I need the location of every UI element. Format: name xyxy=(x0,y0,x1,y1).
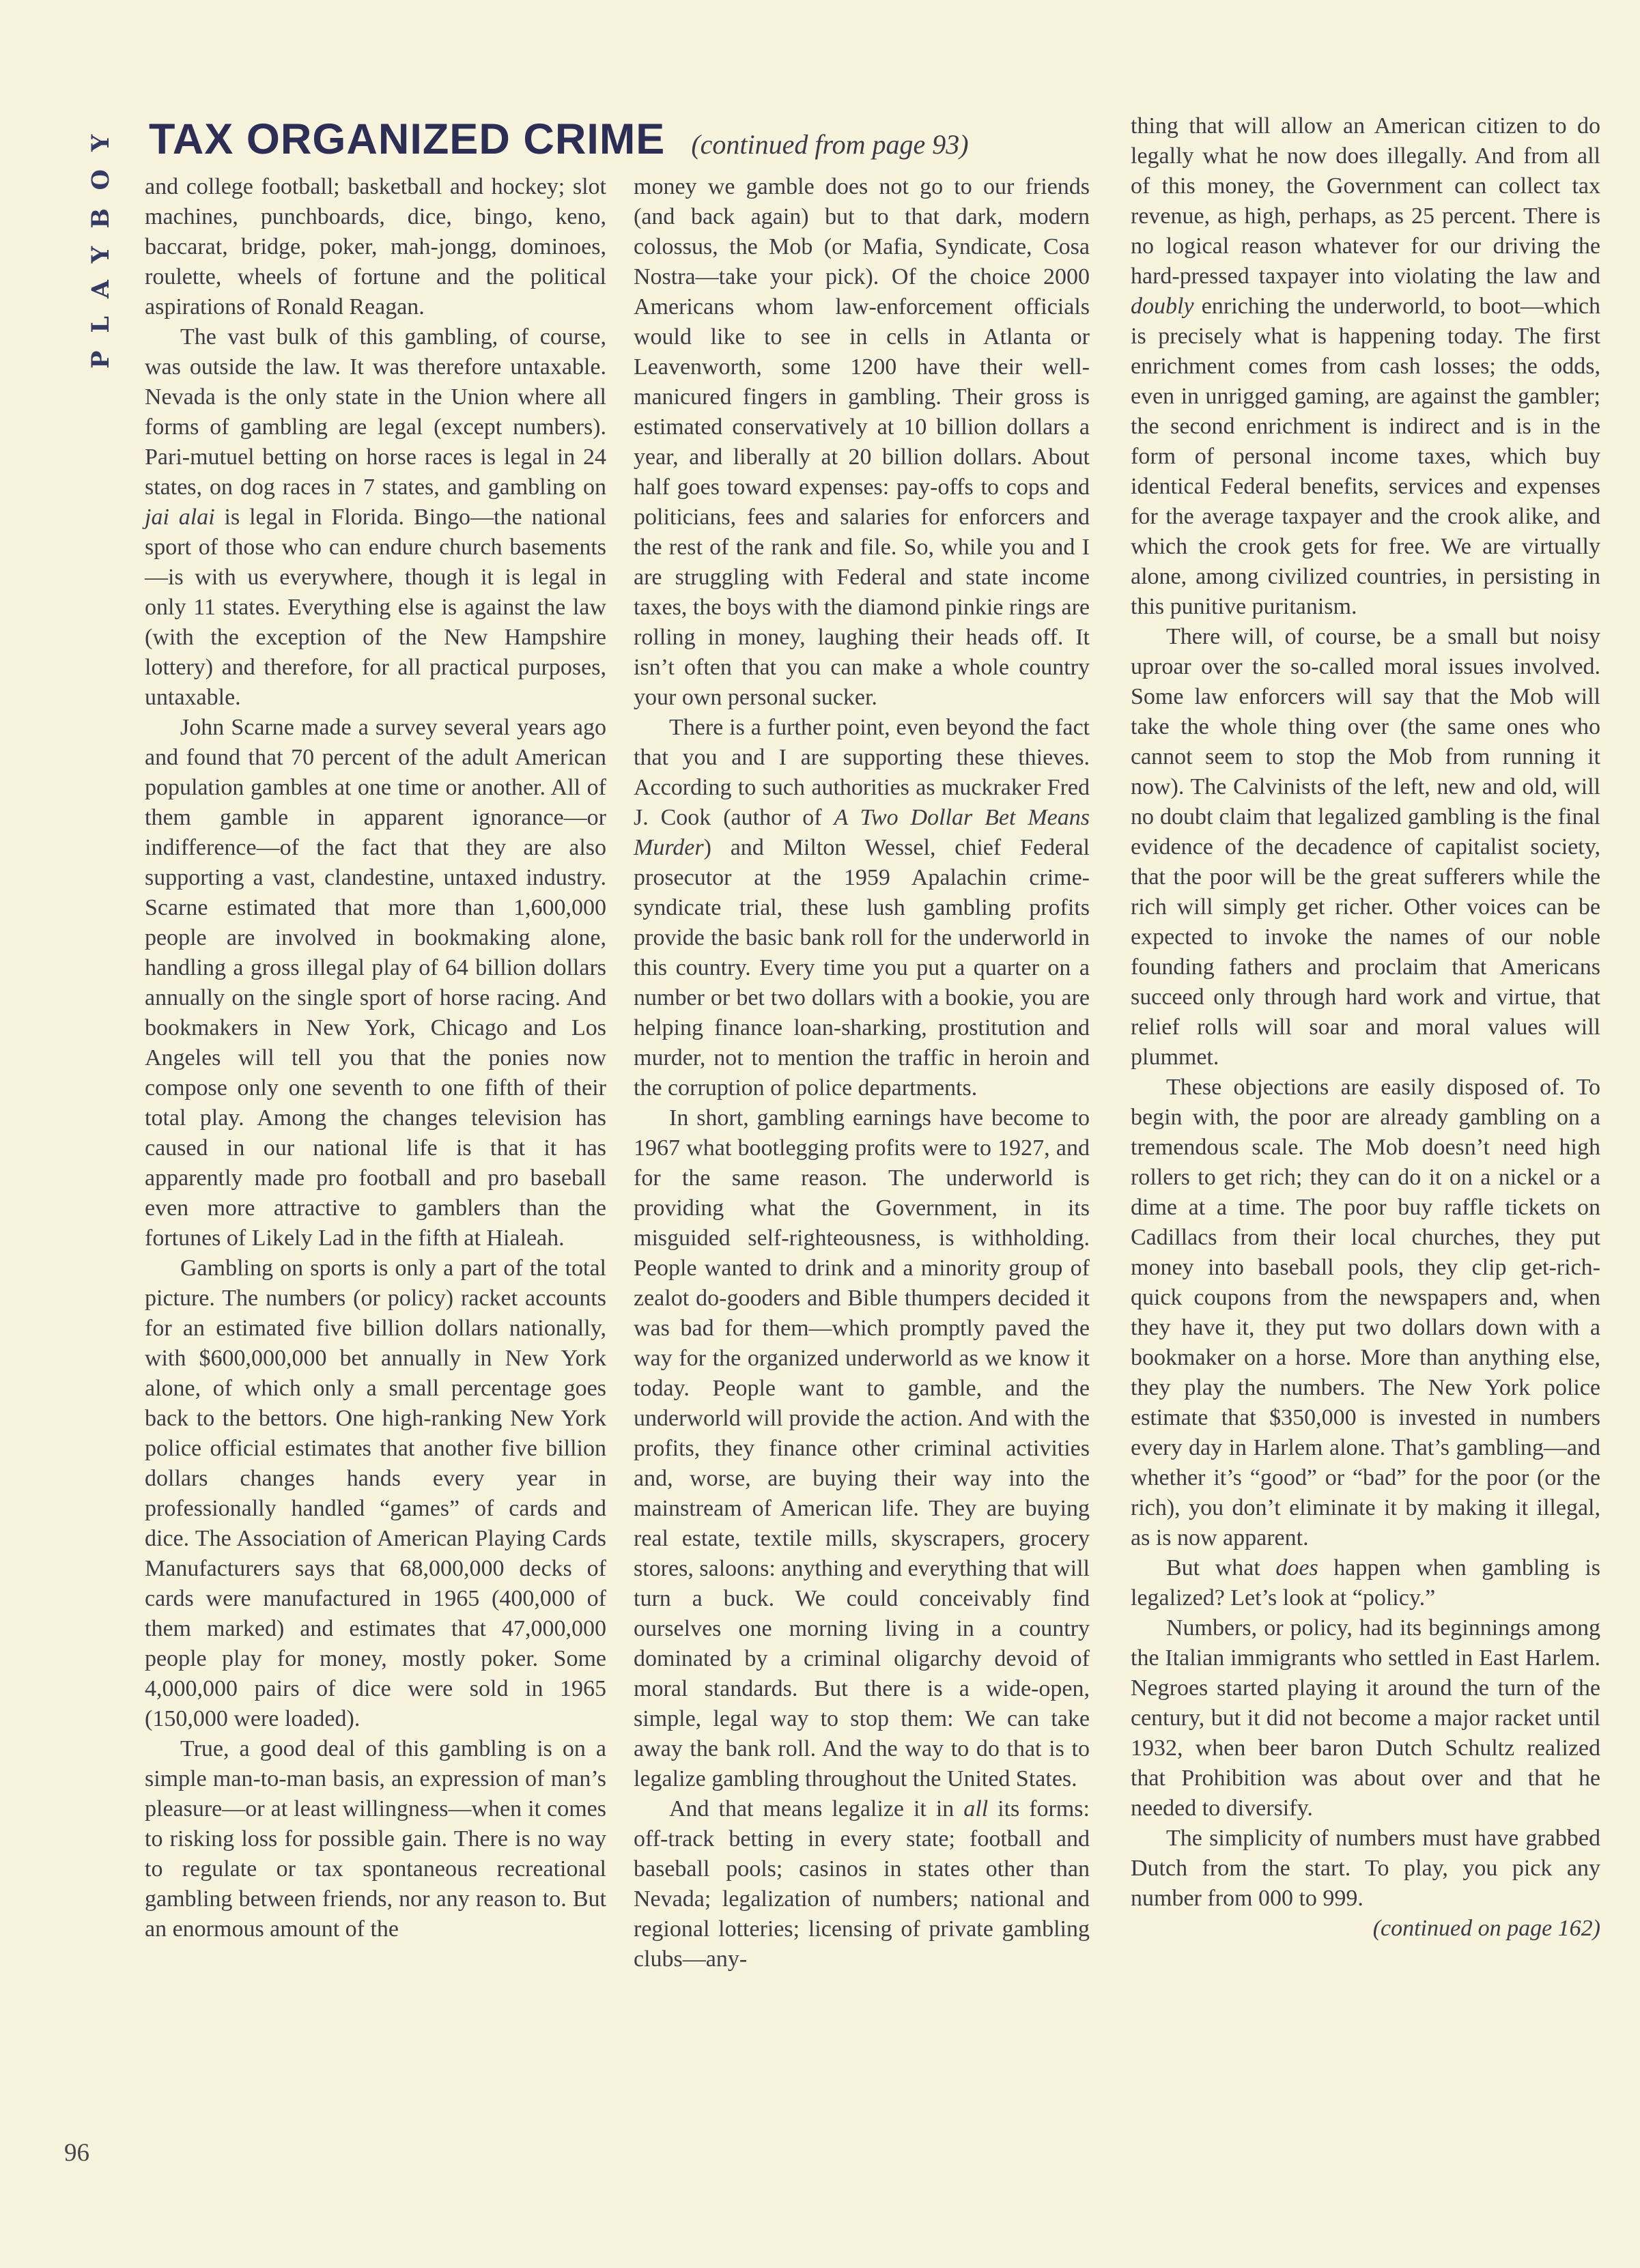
paragraph xyxy=(634,1103,1090,1794)
italic-text: does xyxy=(1275,1555,1318,1580)
paragraph xyxy=(1131,1914,1600,1944)
body-text: enriching the underworld, to boot—which is precisely what is happening today. The first enrichment comes from cash losses; the odds, even in unrigged gaming, are against the gambler; the second enrichment is indirect and is in the form of personal income taxes, which buy identical Federal benefits, services and expenses for the average taxpayer and the crook alike, and which the crook gets for free. We are virtually alone, among civilized countries, in persisting in this punitive puritanism. xyxy=(1131,294,1600,619)
body-text: and college football; basketball and hockey; slot machines, punchboards, dice, bingo, keno, baccarat, bridge, poker, mah-jongg, dominoes, roulette, wheels of fortune and the political aspirations of Ronald Reagan. xyxy=(145,174,606,320)
paragraph xyxy=(634,1794,1090,1974)
page-number: 96 xyxy=(64,2139,89,2167)
text-column-2 xyxy=(634,172,1090,1974)
body-text: True, a good deal of this gambling is on a simple man-to-man basis, an expression of man’s pleasure—or at least willingness—when it comes to risking loss for possible gain. There is no way to regulate or tax spontaneous recreational gambling between friends, nor any reason to. But an enormous amount of the xyxy=(145,1736,606,1942)
text-column-1 xyxy=(145,172,606,1944)
paragraph xyxy=(1131,1613,1600,1824)
body-text: its forms: off-track betting in every state; football and baseball pools; casinos in states other than Nevada; legalization of numbers; national and regional lotteries; licensing of private gambling clubs—any- xyxy=(634,1796,1090,1972)
paragraph xyxy=(145,322,606,713)
body-text: The vast bulk of this gambling, of course, was outside the law. It was therefore untaxable. Nevada is the only state in the Union where all forms of gambling are legal (except numbers). Pari-mutuel betting on horse races is legal in 24 states, on dog races in 7 states, and gambling on xyxy=(145,324,606,500)
italic-text: (continued on page 162) xyxy=(1372,1916,1600,1941)
paragraph xyxy=(634,713,1090,1103)
body-text: Numbers, or policy, had its beginnings among the Italian immigrants who settled in East Harlem. Negroes started playing it around the turn of the century, but it did not become a major racket until 1932, when beer baron Dutch Schultz realized that Prohibition was about over and that he needed to diversify. xyxy=(1131,1615,1600,1821)
body-text: ) and Milton Wessel, chief Federal prosecutor at the 1959 Apalachin crime-syndicate trial, these lush gambling profits provide the basic bank roll for the underworld in this country. Every time you put a quarter on a number or bet two dollars with a bookie, you are helping finance loan-sharking, prostitution and murder, not to mention the traffic in heroin and the corruption of police departments. xyxy=(634,835,1090,1101)
paragraph xyxy=(1131,1824,1600,1914)
paragraph xyxy=(1131,622,1600,1073)
paragraph xyxy=(145,1253,606,1734)
body-text: happen when gambling is legalized? Let’s look at “policy.” xyxy=(1131,1555,1600,1611)
italic-text: jai alai xyxy=(145,505,215,530)
paragraph xyxy=(145,713,606,1253)
body-text: There will, of course, be a small but noisy uproar over the so-called moral issues involved. Some law enforcers will say that the Mob will take the whole thing over (the same ones who cannot seem to stop the Mob from running it now). The Calvinists of the left, new and old, will no doubt claim that legalized gambling is the final evidence of the decadence of capitalist society, that the poor will be the great sufferers while the rich will simply get richer. Other voices can be expected to invoke the names of our noble founding fathers and proclaim that Americans succeed only through hard work and virtue, that relief rolls will soar and moral values will plummet. xyxy=(1131,624,1600,1070)
body-text: Gambling on sports is only a part of the total picture. The numbers (or policy) racket accounts for an estimated five billion dollars nationally, with $600,000,000 bet annually in New York alone, of which only a small percentage goes back to the bettors. One high-ranking New York police official estimates that another five billion dollars changes hands every year in professionally handled “games” of cards and dice. The Association of American Playing Cards Manufacturers says that 68,000,000 decks of cards were manufactured in 1965 (400,000 of them marked) and estimates that 47,000,000 people play for money, mostly poker. Some 4,000,000 pairs of dice were sold in 1965 (150,000 were loaded). xyxy=(145,1256,606,1731)
body-text: The simplicity of numbers must have grabbed Dutch from the start. To play, you pick any number from 000 to 999. xyxy=(1131,1826,1600,1911)
paragraph xyxy=(1131,1553,1600,1613)
body-text: But what xyxy=(1166,1555,1276,1580)
italic-text: doubly xyxy=(1131,294,1194,319)
italic-text: A Two Dollar Bet Means Murder xyxy=(634,805,1090,860)
article-header xyxy=(149,115,1091,164)
continued-from-note: (continued from page 93) xyxy=(691,129,969,160)
body-text: There is a further point, even beyond the fact that you and I are supporting these thieves. According to such authorities as muckraker Fred J. Cook (author of xyxy=(634,715,1090,830)
italic-text: all xyxy=(963,1796,989,1822)
body-text: In short, gambling earnings have become to 1967 what bootlegging profits were to 1927, and for the same reason. The underworld is providing what the Government, in its misguided self-righteousness, is withholding. People wanted to drink and a minority group of zealot do-gooders and Bible thumpers decided it was bad for them—which promptly paved the way for the organized underworld as we know it today. People want to gamble, and the underworld will provide the action. And with the profits, they finance other criminal activities and, worse, are buying their way into the mainstream of American life. They are buying real estate, textile mills, skyscrapers, grocery stores, saloons: anything and everything that will turn a buck. We could conceivably find ourselves one morning living in a country dominated by a criminal oligarchy devoid of moral standards. But there is a wide-open, simple, legal way to stop them: We can take away the bank roll. And the way to do that is to legalize gambling throughout the United States. xyxy=(634,1105,1090,1791)
paragraph xyxy=(1131,111,1600,622)
magazine-spine-title: PLAYBOY xyxy=(87,116,115,369)
body-text: is legal in Florida. Bingo—the national sport of those who can endure church basements—is with us everywhere, though it is legal in only 11 states. Everything else is against the law (with the exception of the New Hampshire lottery) and therefore, for all practical purposes, untaxable. xyxy=(145,505,606,710)
paragraph xyxy=(634,172,1090,713)
body-text: thing that will allow an American citizen to do legally what he now does illegally. And from all of this money, the Government can collect tax revenue, as high, perhaps, as 25 percent. There is no logical reason whatever for our driving the hard-pressed taxpayer into violating the law and xyxy=(1131,113,1600,289)
body-text: And that means legalize it in xyxy=(669,1796,964,1822)
article-title: TAX ORGANIZED CRIME xyxy=(149,115,666,163)
paragraph xyxy=(1131,1073,1600,1553)
body-text: money we gamble does not go to our friends (and back again) but to that dark, modern colossus, the Mob (or Mafia, Syndicate, Cosa Nostra—take your pick). Of the choice 2000 Americans whom law-enforcement officials would like to see in cells in Atlanta or Leavenworth, some 1200 have their well-manicured fingers in gambling. Their gross is estimated conservatively at 10 billion dollars a year, and liberally at 20 billion dollars. About half goes toward expenses: pay-offs to cops and politicians, fees and salaries for enforcers and the rest of the rank and file. So, while you and I are struggling with Federal and state income taxes, the boys with the diamond pinkie rings are rolling in money, laughing their heads off. It isn’t often that you can make a whole country your own personal sucker. xyxy=(634,174,1090,710)
paragraph xyxy=(145,1734,606,1944)
paragraph xyxy=(145,172,606,322)
text-column-3 xyxy=(1131,111,1600,1944)
body-text: John Scarne made a survey several years ago and found that 70 percent of the adult American population gambles at one time or another. All of them gamble in apparent ignorance—or indifference—of the fact that they are also supporting a vast, clandestine, untaxed industry. Scarne estimated that more than 1,600,000 people are involved in bookmaking alone, handling a gross illegal play of 64 billion dollars annually on the single sport of horse racing. And bookmakers in New York, Chicago and Los Angeles will tell you that the ponies now compose only one seventh to one fifth of their total play. Among the changes television has caused in our national life is that it has apparently made pro football and pro baseball even more attractive to gamblers than the fortunes of Likely Lad in the fifth at Hialeah. xyxy=(145,715,606,1251)
body-text: These objections are easily disposed of. To begin with, the poor are already gambling on a tremendous scale. The Mob doesn’t need high rollers to get rich; they can do it on a nickel or a dime at a time. The poor buy raffle tickets on Cadillacs from their local churches, they put money into baseball pools, they clip get-rich-quick coupons from the newspapers and, when they have it, they put two dollars down with a bookmaker on a horse. More than anything else, they play the numbers. The New York police estimate that $350,000 is invested in numbers every day in Harlem alone. That’s gambling—and whether it’s “good” or “bad” for the poor (or the rich), you don’t eliminate it by making it illegal, as is now apparent. xyxy=(1131,1075,1600,1550)
